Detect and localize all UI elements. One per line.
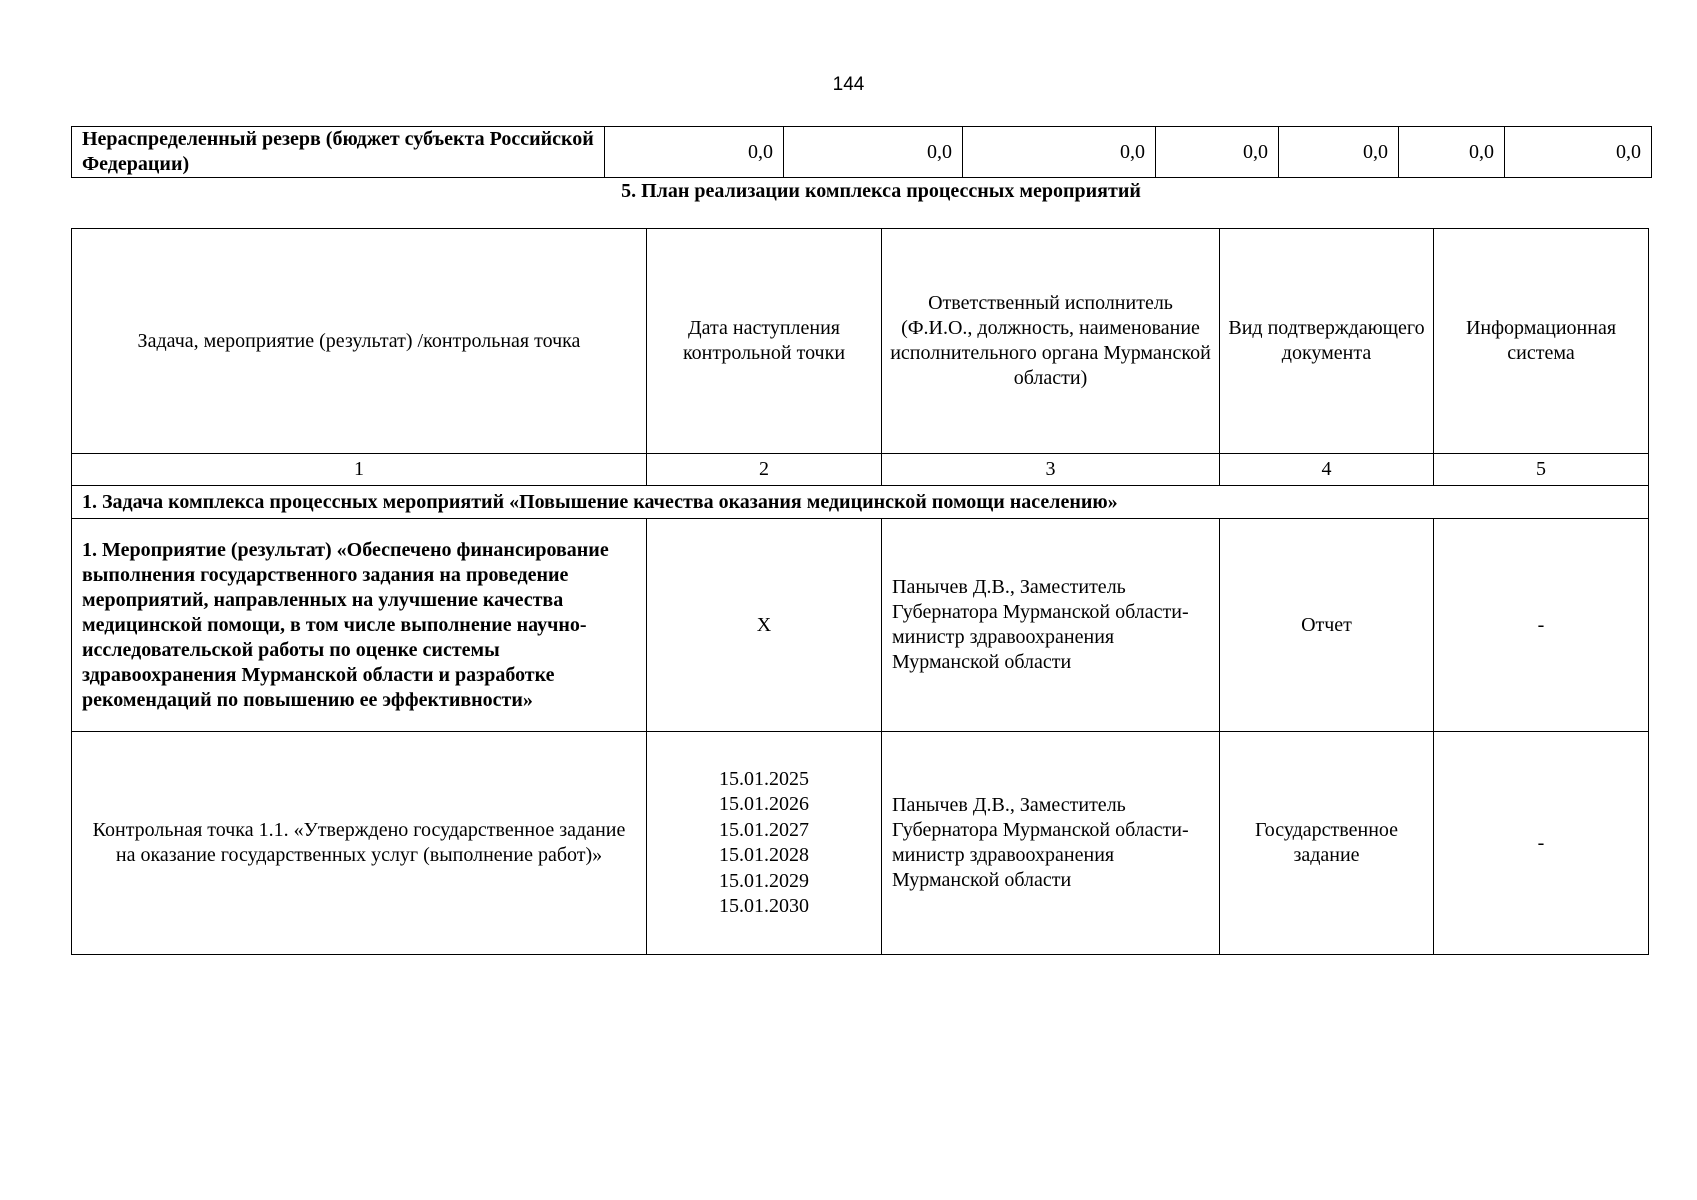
checkpoint-dates	[647, 732, 882, 955]
plan-table	[71, 228, 1649, 955]
event-responsible: Панычев Д.В., Заместитель Губернатора Мурманской области-министр здравоохранения Мурманской области	[882, 519, 1220, 732]
checkpoint-date: 15.01.2030	[719, 895, 809, 917]
reserve-value: 0,0	[1399, 127, 1505, 178]
header-cell: Вид подтверждающего документа	[1220, 229, 1434, 454]
checkpoint-date: 15.01.2028	[719, 844, 809, 866]
task-row	[72, 486, 1649, 519]
column-number: 3	[882, 454, 1220, 486]
reserve-value: 0,0	[784, 127, 963, 178]
column-number: 2	[647, 454, 882, 486]
event-date: X	[647, 519, 882, 732]
checkpoint-date: 15.01.2025	[719, 767, 809, 790]
checkpoint-name: Контрольная точка 1.1. «Утверждено государственное задание на оказание государственных услуг (выполнение работ)»	[72, 732, 647, 955]
reserve-value: 0,0	[1505, 127, 1652, 178]
column-number: 4	[1220, 454, 1434, 486]
checkpoint-responsible: Панычев Д.В., Заместитель Губернатора Мурманской области-министр здравоохранения Мурманской области	[882, 732, 1220, 955]
reserve-value: 0,0	[1279, 127, 1399, 178]
reserve-table	[71, 126, 1652, 178]
event-row	[72, 519, 1649, 732]
checkpoint-system: -	[1434, 732, 1649, 955]
checkpoint-row	[72, 732, 1649, 955]
page-number: 144	[832, 74, 865, 95]
table-header-row	[72, 229, 1649, 454]
event-name: 1. Мероприятие (результат) «Обеспечено финансирование выполнения государственного задания на проведение мероприятий, направленных на улучшение качества медицинской помощи, в том числе выполнение научно-исследовательской работы по оценке системы здравоохранения Мурманской области и разработке рекомендаций по повышению ее эффективности»	[72, 519, 647, 732]
reserve-row	[72, 127, 1652, 178]
checkpoint-date: 15.01.2026	[719, 793, 809, 815]
header-cell: Задача, мероприятие (результат) /контрольная точка	[72, 229, 647, 454]
event-system: -	[1434, 519, 1649, 732]
header-cell: Ответственный исполнитель (Ф.И.О., должность, наименование исполнительного органа Мурманской области)	[882, 229, 1220, 454]
section-title: 5. План реализации комплекса процессных мероприятий	[621, 180, 1141, 202]
event-document: Отчет	[1220, 519, 1434, 732]
column-number-row	[72, 454, 1649, 486]
task-title: 1. Задача комплекса процессных мероприятий «Повышение качества оказания медицинской помощи населению»	[72, 486, 1649, 519]
reserve-value: 0,0	[605, 127, 784, 178]
checkpoint-date: 15.01.2027	[719, 818, 809, 841]
header-cell: Информационная система	[1434, 229, 1649, 454]
reserve-value: 0,0	[963, 127, 1156, 178]
checkpoint-date: 15.01.2029	[719, 869, 809, 892]
reserve-value: 0,0	[1156, 127, 1279, 178]
header-cell: Дата наступления контрольной точки	[647, 229, 882, 454]
reserve-label: Нераспределенный резерв (бюджет субъекта Российской Федерации)	[72, 127, 605, 178]
checkpoint-document: Государственное задание	[1220, 732, 1434, 955]
column-number: 5	[1434, 454, 1649, 486]
column-number: 1	[72, 454, 647, 486]
